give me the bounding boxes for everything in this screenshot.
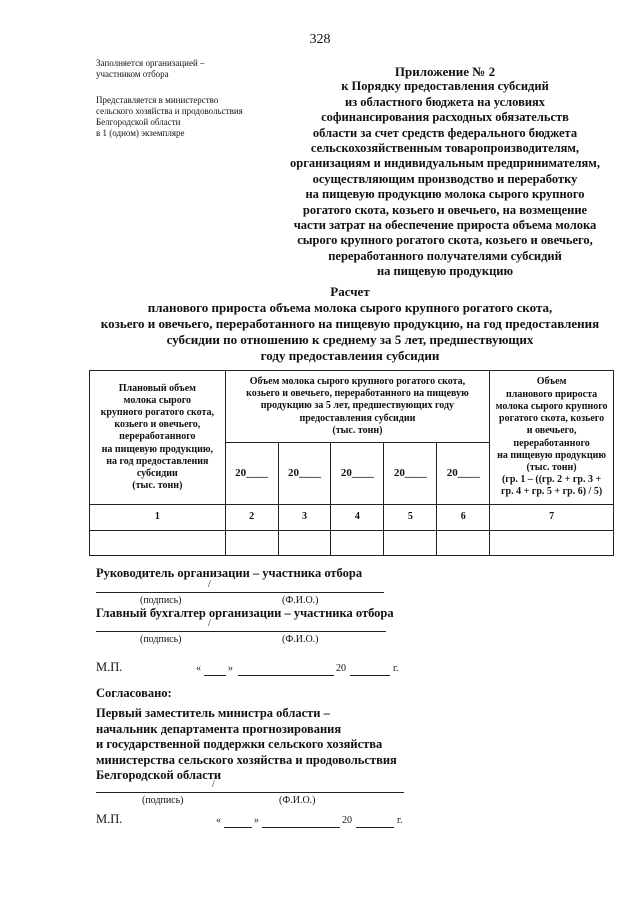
header-text: планового прироста [506,388,598,400]
date-year-prefix: 20 [336,663,346,674]
header-planned-volume [90,371,226,505]
fio-label: (Ф.И.О.) [279,795,316,806]
column-number: 2 [225,505,278,531]
header-text: переработанного [119,431,196,443]
signature-label: (подпись) [140,634,182,645]
agreed-line: Первый заместитель министра области – [96,706,330,720]
date-year-suffix: г. [397,815,403,826]
date-year-suffix: г. [393,663,399,674]
date-year-field[interactable] [350,675,390,676]
header-planned-increase [490,371,614,505]
accountant-signature-line[interactable] [96,631,386,632]
left-note-line: Заполняется организацией – [96,58,205,68]
stamp-place: М.П. [96,812,123,826]
appendix-line: на пищевую продукцию молока сырого крупного [305,187,585,202]
signature-label: (подпись) [140,595,182,606]
year-cell: 20____ [225,443,278,505]
header-text: на год предоставления [106,455,209,467]
header-text: козьего и овечьего, [114,419,201,431]
date-quote-open: « [216,815,221,826]
header-text: Плановый объем [118,382,196,394]
signature-label: (подпись) [142,795,184,806]
header-text: козьего и овечьего, переработанного на пищевую [246,388,469,400]
column-number: 7 [490,505,614,531]
date-quote-open: « [196,663,201,674]
appendix-line: области за счет средств федерального бюджета [312,125,578,140]
column-number: 4 [331,505,384,531]
header-text: гр. 4 + гр. 5 + гр. 6) / 5) [501,486,603,498]
header-text: Объем [536,376,567,388]
agreed-signature-line[interactable] [96,792,404,793]
column-number: 1 [90,505,226,531]
appendix-line: осуществляющим производство и переработку [312,171,578,186]
appendix-line: организациям и индивидуальным предпринимателям, [290,156,600,171]
appendix-line: на пищевую продукцию [376,264,514,279]
agreed-line: начальник департамента прогнозирования [96,721,342,736]
entry-cell[interactable] [384,531,437,556]
column-number: 3 [278,505,331,531]
calculation-table [89,370,614,556]
date-day-field[interactable] [224,827,252,828]
column-number: 5 [384,505,437,531]
appendix-title: Приложение № 2 [394,64,496,79]
header-text: предоставления субсидии [299,412,416,424]
data-entry-row [90,531,614,556]
header-text: (тыс. тонн) [526,461,577,473]
header-text: молока сырого [123,394,192,406]
accountant-signature-title: Главный бухгалтер организации – участника отбора [96,606,394,620]
appendix-line: части затрат на обеспечение прироста объема молока [293,218,597,233]
agreed-line: и государственной поддержки сельского хозяйства [96,737,383,751]
fio-label: (Ф.И.О.) [282,595,319,606]
left-note-line: в 1 (одном) экземпляре [96,128,185,138]
appendix-line: сырого крупного рогатого скота, козьего и овечьего, [297,233,593,248]
entry-cell[interactable] [90,531,226,556]
header-five-year-volume [225,371,489,443]
header-text: субсидии [136,468,178,479]
agreed-title: Согласовано: [96,686,172,700]
agreed-line: Белгородской области [96,768,222,782]
appendix-line: переработанного получателями субсидий [328,248,562,263]
date-year-prefix: 20 [342,815,352,826]
left-note-line: Белгородской области [96,117,181,127]
calculation-line: году предоставления субсидии [260,348,440,363]
appendix-line: софинансирования расходных обязательств [321,110,569,125]
header-text: (тыс. тонн) [332,424,383,436]
column-number: 6 [437,505,490,531]
date-month-field[interactable] [262,827,340,828]
fio-label: (Ф.И.О.) [282,634,319,645]
appendix-line: из областного бюджета на условиях [344,94,546,109]
entry-cell[interactable] [437,531,490,556]
calculation-title [60,284,640,364]
agreed-line: министерства сельского хозяйства и продовольствия [96,752,397,767]
header-text: переработанного [513,437,590,449]
head-signature-title: Руководитель организации – участника отбора [96,566,363,580]
year-cell: 20____ [384,443,437,505]
header-text: на пищевую продукцию [497,449,607,461]
date-day-field[interactable] [204,675,226,676]
calculation-line: планового прироста объема молока сырого крупного рогатого скота, [147,300,553,315]
header-text: рогатого скота, козьего [499,413,605,425]
entry-cell[interactable] [490,531,614,556]
signature-slash: / [212,779,215,790]
entry-cell[interactable] [225,531,278,556]
signature-slash: / [208,618,211,629]
calculation-line: субсидии по отношению к среднему за 5 лет, предшествующих [166,332,534,347]
header-text: и овечьего, [526,425,577,437]
stamp-place: М.П. [96,660,123,674]
agreed-position [96,706,397,784]
appendix-line: сельскохозяйственным товаропроизводителям, [310,141,580,156]
date-quote-close: » [254,815,259,826]
page-number: 328 [309,32,331,47]
date-quote-close: » [228,663,233,674]
date-month-field[interactable] [238,675,334,676]
date-year-field[interactable] [356,827,394,828]
header-text: молока сырого крупного [495,400,608,412]
entry-cell[interactable] [278,531,331,556]
header-text: (тыс. тонн) [132,480,183,492]
left-note-line: Представляется в министерство [96,95,219,105]
year-cell: 20____ [278,443,331,505]
left-note-line: участником отбора [96,69,169,79]
appendix-line: к Порядку предоставления субсидий [341,79,549,94]
head-signature-line[interactable] [96,592,384,593]
calculation-line: козьего и овечьего, переработанного на пищевую продукцию, на год предоставления [100,316,600,331]
year-cell: 20____ [331,443,384,505]
left-note-line: сельского хозяйства и продовольствия [96,106,243,116]
header-text: продукцию за 5 лет, предшествующих году [260,400,455,412]
header-text: на пищевую продукцию, [101,443,214,455]
column-number-row [90,505,614,531]
appendix-header [280,64,610,280]
year-cell: 20____ [437,443,490,505]
header-text: (гр. 1 – ((гр. 2 + гр. 3 + [501,474,602,486]
header-text: Объем молока сырого крупного рогатого скота, [249,375,466,387]
entry-cell[interactable] [331,531,384,556]
header-text: крупного рогатого скота, [100,406,215,418]
signature-slash: / [208,579,211,590]
appendix-line: рогатого скота, козьего и овечьего, на возмещение [302,202,588,217]
calculation-heading: Расчет [330,284,370,299]
